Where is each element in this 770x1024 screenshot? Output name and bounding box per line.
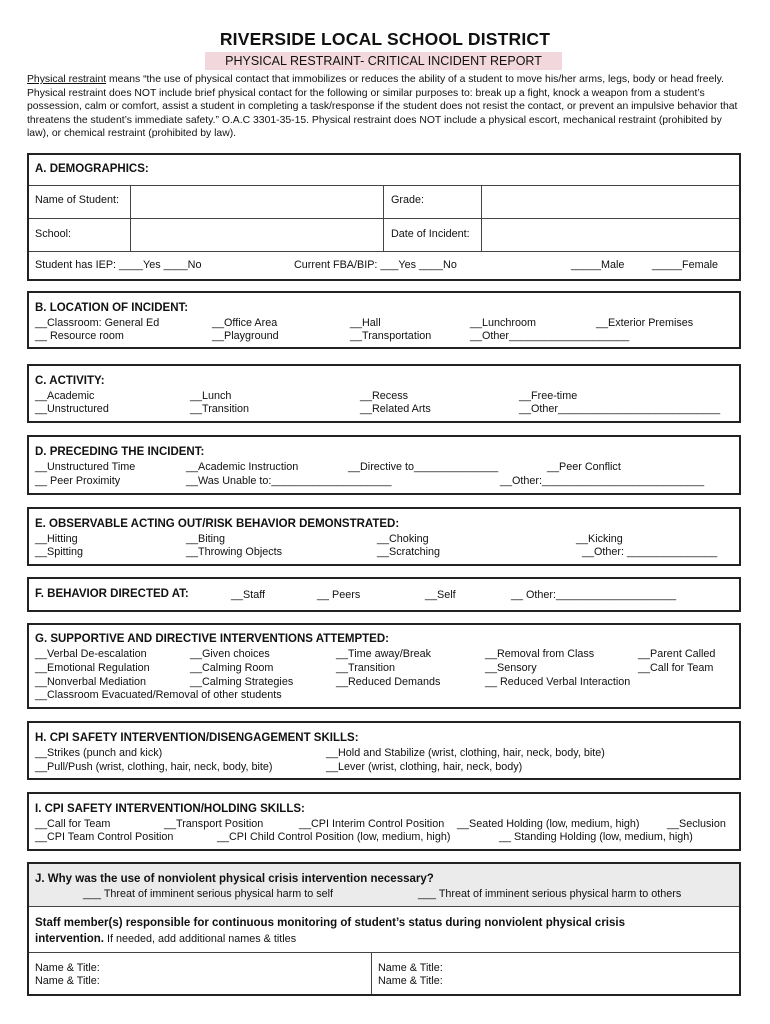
intervention-parent-called-option[interactable]: __Parent Called xyxy=(638,648,716,660)
behavior-hitting-option[interactable]: __Hitting xyxy=(35,533,78,545)
activity-lunch-option[interactable]: __Lunch xyxy=(190,390,232,402)
holding-call-for-team-option[interactable]: __Call for Team xyxy=(35,818,111,830)
holding-team-control-option[interactable]: __CPI Team Control Position xyxy=(35,831,174,843)
preceding-peer-proximity-option[interactable]: __ Peer Proximity xyxy=(35,475,121,487)
section-d-title: D. PRECEDING THE INCIDENT: xyxy=(35,446,205,458)
section-c-title: C. ACTIVITY: xyxy=(35,375,105,387)
school-label: School: xyxy=(35,228,72,240)
location-resource-room-option[interactable]: __ Resource room xyxy=(35,330,124,342)
district-title: RIVERSIDE LOCAL SCHOOL DISTRICT xyxy=(219,29,551,49)
location-transportation-option[interactable]: __Transportation xyxy=(350,330,432,342)
location-other-option[interactable]: __Other____________________ xyxy=(470,330,630,342)
directed-self-option[interactable]: __Self xyxy=(425,589,456,601)
iep-option[interactable]: Student has IEP: ____Yes ____No xyxy=(35,259,202,271)
behavior-scratching-option[interactable]: __Scratching xyxy=(377,546,441,558)
restraint-definition xyxy=(27,73,745,141)
staff-name-title-4[interactable]: Name & Title: xyxy=(378,975,443,987)
directed-other-option[interactable]: __ Other:____________________ xyxy=(511,589,677,601)
section-holding-skills xyxy=(27,792,741,851)
definition-term: Physical restraint xyxy=(27,74,107,85)
behavior-throwing-option[interactable]: __Throwing Objects xyxy=(186,546,283,558)
intervention-call-for-team-option[interactable]: __Call for Team xyxy=(638,662,714,674)
section-risk-behavior xyxy=(27,507,741,566)
holding-standing-option[interactable]: __ Standing Holding (low, medium, high) xyxy=(499,831,693,843)
section-disengagement-skills xyxy=(27,721,741,780)
staff-monitoring-note: If needed, add additional names & titles xyxy=(104,933,297,945)
intervention-verbal-deescalation-option[interactable]: __Verbal De-escalation xyxy=(35,648,147,660)
incident-date-field[interactable] xyxy=(483,220,737,249)
staff-name-title-3[interactable]: Name & Title: xyxy=(378,962,443,974)
behavior-choking-option[interactable]: __Choking xyxy=(377,533,429,545)
incident-date-label: Date of Incident: xyxy=(391,228,470,240)
activity-academic-option[interactable]: __Academic xyxy=(35,390,95,402)
section-preceding-incident xyxy=(27,435,741,495)
staff-monitoring-title-end: intervention. xyxy=(35,933,105,945)
female-option[interactable]: _____Female xyxy=(652,259,719,271)
activity-free-time-option[interactable]: __Free-time xyxy=(519,390,578,402)
section-g-title: G. SUPPORTIVE AND DIRECTIVE INTERVENTIONS ATTEMPTED: xyxy=(35,633,389,645)
activity-related-arts-option[interactable]: __Related Arts xyxy=(360,403,431,415)
section-a-title: A. DEMOGRAPHICS: xyxy=(35,163,149,175)
staff-name-title-1[interactable]: Name & Title: xyxy=(35,962,100,974)
intervention-removal-from-class-option[interactable]: __Removal from Class xyxy=(485,648,595,660)
preceding-academic-instruction-option[interactable]: __Academic Instruction xyxy=(186,461,299,473)
behavior-biting-option[interactable]: __Biting xyxy=(186,533,226,545)
directed-staff-option[interactable]: __Staff xyxy=(231,589,266,601)
section-activity xyxy=(27,364,741,423)
grade-field[interactable] xyxy=(483,187,737,216)
intervention-nonverbal-mediation-option[interactable]: __Nonverbal Mediation xyxy=(35,676,147,688)
intervention-reduced-demands-option[interactable]: __Reduced Demands xyxy=(336,676,441,688)
section-interventions xyxy=(27,623,741,709)
section-intervention-necessity xyxy=(27,862,741,996)
preceding-unstructured-time-option[interactable]: __Unstructured Time xyxy=(35,461,136,473)
disengagement-lever-option[interactable]: __Lever (wrist, clothing, hair, neck, body) xyxy=(326,761,523,773)
preceding-directive-option[interactable]: __Directive to______________ xyxy=(348,461,499,473)
necessity-harm-to-others-option[interactable]: ___ Threat of imminent serious physical harm to others xyxy=(418,888,682,900)
section-h-title: H. CPI SAFETY INTERVENTION/DISENGAGEMENT SKILLS: xyxy=(35,732,359,744)
holding-interim-control-option[interactable]: __CPI Interim Control Position xyxy=(299,818,445,830)
directed-peers-option[interactable]: __ Peers xyxy=(317,589,361,601)
location-lunchroom-option[interactable]: __Lunchroom xyxy=(470,317,537,329)
student-name-field[interactable] xyxy=(132,187,381,216)
location-office-option[interactable]: __Office Area xyxy=(212,317,278,329)
activity-unstructured-option[interactable]: __Unstructured xyxy=(35,403,109,415)
location-hall-option[interactable]: __Hall xyxy=(350,317,381,329)
activity-transition-option[interactable]: __Transition xyxy=(190,403,250,415)
staff-name-title-2[interactable]: Name & Title: xyxy=(35,975,100,987)
preceding-other-option[interactable]: __Other:___________________________ xyxy=(500,475,705,487)
disengagement-strikes-option[interactable]: __Strikes (punch and kick) xyxy=(35,747,163,759)
disengagement-hold-stabilize-option[interactable]: __Hold and Stabilize (wrist, clothing, hair, neck, body, bite) xyxy=(326,747,605,759)
male-option[interactable]: _____Male xyxy=(571,259,625,271)
section-behavior-directed xyxy=(27,577,741,612)
report-title: PHYSICAL RESTRAINT- CRITICAL INCIDENT REPORT xyxy=(205,52,562,70)
intervention-classroom-evacuated-option[interactable]: __Classroom Evacuated/Removal of other students xyxy=(35,689,282,701)
intervention-reduced-verbal-option[interactable]: __ Reduced Verbal Interaction xyxy=(485,676,631,688)
intervention-given-choices-option[interactable]: __Given choices xyxy=(190,648,270,660)
holding-child-control-option[interactable]: __CPI Child Control Position (low, medium, high) xyxy=(217,831,451,843)
section-location xyxy=(27,291,741,349)
section-f-title: F. BEHAVIOR DIRECTED AT: xyxy=(35,588,189,600)
location-playground-option[interactable]: __Playground xyxy=(212,330,279,342)
section-e-title: E. OBSERVABLE ACTING OUT/RISK BEHAVIOR DEMONSTRATED: xyxy=(35,518,400,530)
intervention-emotional-regulation-option[interactable]: __Emotional Regulation xyxy=(35,662,150,674)
student-name-label: Name of Student: xyxy=(35,194,120,206)
intervention-calming-room-option[interactable]: __Calming Room xyxy=(190,662,274,674)
section-i-title: I. CPI SAFETY INTERVENTION/HOLDING SKILLS: xyxy=(35,803,305,815)
intervention-time-away-option[interactable]: __Time away/Break xyxy=(336,648,432,660)
behavior-kicking-option[interactable]: __Kicking xyxy=(576,533,623,545)
staff-monitoring-subtitle xyxy=(35,933,296,945)
holding-transport-position-option[interactable]: __Transport Position xyxy=(164,818,264,830)
staff-monitoring-title: Staff member(s) responsible for continuous monitoring of student’s status during nonviolent physical crisis xyxy=(35,917,625,929)
preceding-peer-conflict-option[interactable]: __Peer Conflict xyxy=(547,461,621,473)
intervention-sensory-option[interactable]: __Sensory xyxy=(485,662,537,674)
location-classroom-option[interactable]: __Classroom: General Ed xyxy=(35,317,160,329)
definition-text: means “the use of physical contact that immobilizes or reduces the ability of a student to move his/her arms, legs, body or head freely. Physical restraint does NOT include brief physical contact for the following or similar purposes to: break up a fight, knock a weapon from a student’s possession, calm or comfort, assist a student in completing a task/response if the student does not resist the contact, or prevent an impulsive behavior that threatens the student’s immediate safety.” O.A.C 3301-35-15. Physical restraint does NOT include a physical escort, mechanical restraint (prohibited by law), or chemical restraint (prohibited by law). xyxy=(27,74,738,140)
intervention-calming-strategies-option[interactable]: __Calming Strategies xyxy=(190,676,294,688)
preceding-unable-to-option[interactable]: __Was Unable to:____________________ xyxy=(186,475,392,487)
disengagement-pull-push-option[interactable]: __Pull/Push (wrist, clothing, hair, neck, body, bite) xyxy=(35,761,273,773)
section-demographics xyxy=(27,153,741,281)
intervention-transition-option[interactable]: __Transition xyxy=(336,662,396,674)
holding-seclusion-option[interactable]: __Seclusion xyxy=(667,818,726,830)
behavior-other-option[interactable]: __Other: _______________ xyxy=(582,546,718,558)
section-b-title: B. LOCATION OF INCIDENT: xyxy=(35,302,189,314)
section-j-title: J. Why was the use of nonviolent physical crisis intervention necessary? xyxy=(35,873,434,885)
school-field[interactable] xyxy=(132,220,381,249)
location-exterior-option[interactable]: __Exterior Premises xyxy=(596,317,694,329)
activity-recess-option[interactable]: __Recess xyxy=(360,390,409,402)
holding-seated-option[interactable]: __Seated Holding (low, medium, high) xyxy=(457,818,640,830)
activity-other-option[interactable]: __Other___________________________ xyxy=(519,403,721,415)
fba-bip-option[interactable]: Current FBA/BIP: ___Yes ____No xyxy=(294,259,457,271)
necessity-harm-to-self-option[interactable]: ___ Threat of imminent serious physical harm to self xyxy=(83,888,334,900)
behavior-spitting-option[interactable]: __Spitting xyxy=(35,546,84,558)
grade-label: Grade: xyxy=(391,194,425,206)
